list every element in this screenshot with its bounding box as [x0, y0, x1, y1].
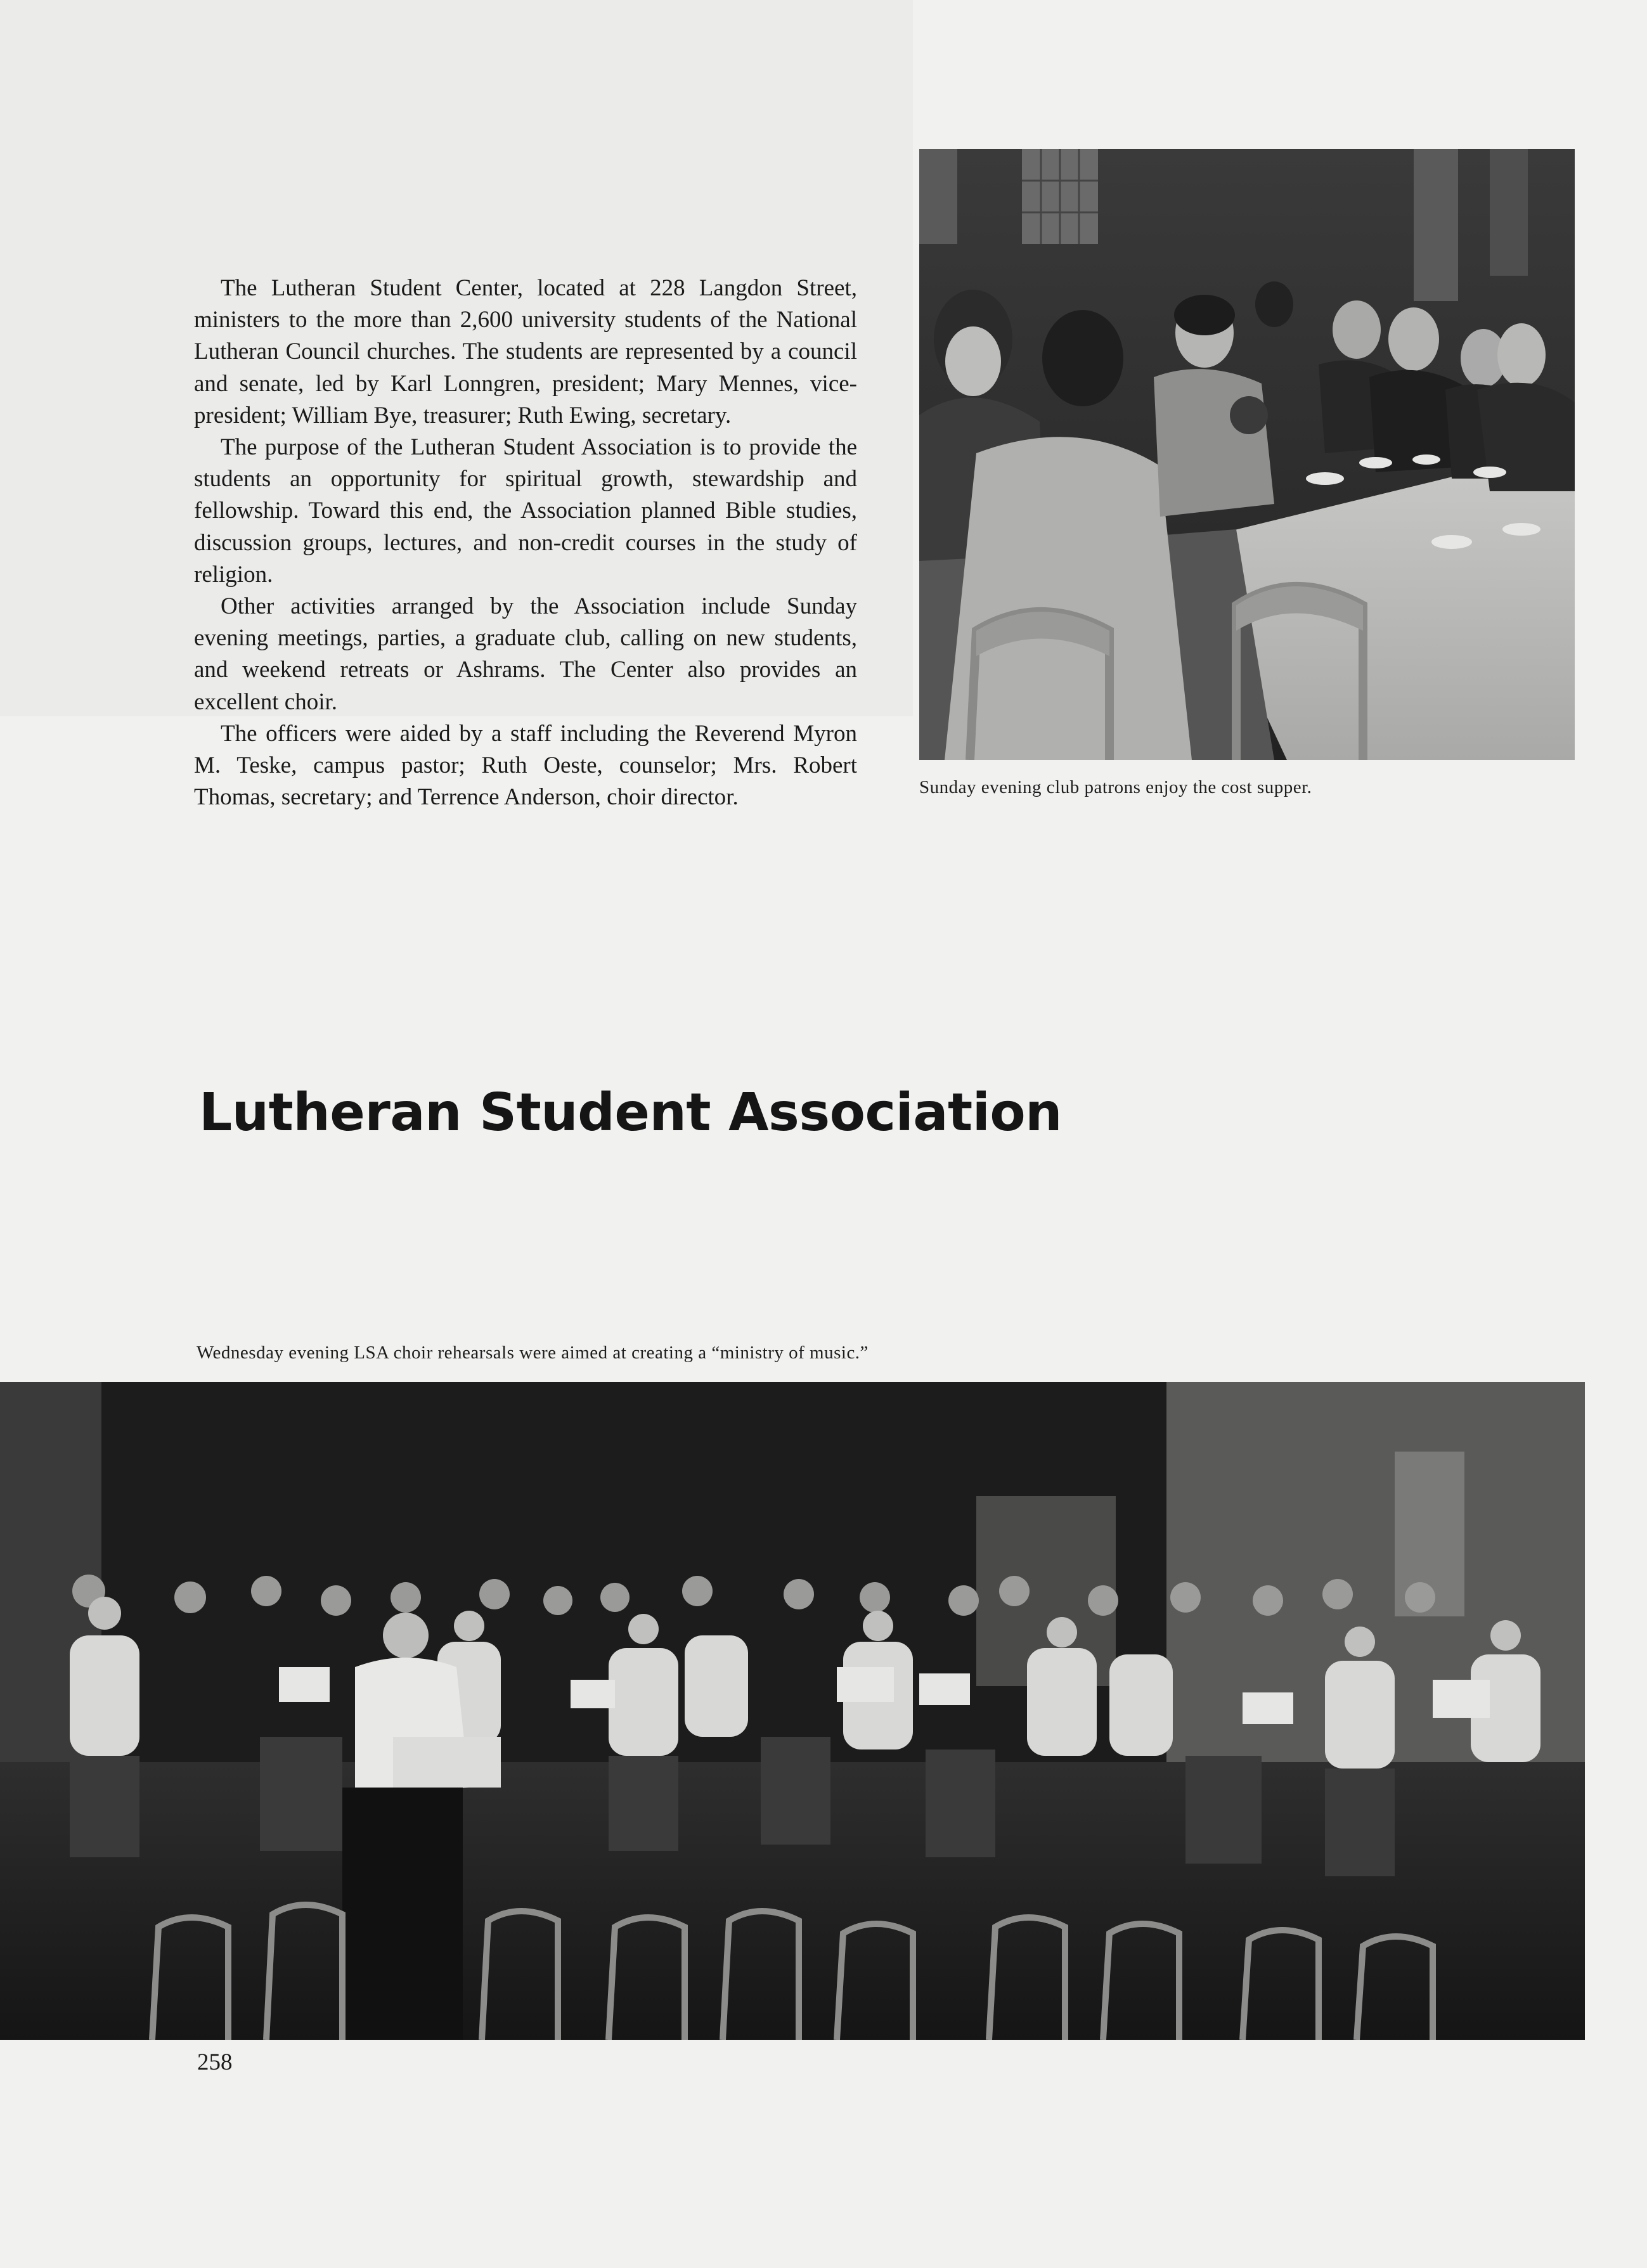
- choir-photo-image: [0, 1382, 1585, 2040]
- article-paragraph: Other activities arranged by the Association include Sunday evening meetings, parties, a graduate club, calling on new students, and weekend retreats or Ashrams. The Center also provides an excellent choir.: [194, 593, 857, 715]
- choir-photo: [0, 1382, 1585, 2040]
- article-paragraph: The purpose of the Lutheran Student Association is to provide the students an opportunity for spiritual growth, stewardship and fellowship. Toward this end, the Association planned Bible studies, discussion groups, lectures, and non-credit courses in the study of religion.: [194, 434, 857, 588]
- page-title: Lutheran Student Association: [199, 1083, 1062, 1143]
- article-paragraph: The Lutheran Student Center, located at 228 Langdon Street, ministers to the more than 2,600 university students of the National Lutheran Council churches. The students are represented by a council and senate, led by Karl Lonngren, president; Mary Mennes, vice-president; William Bye, treasurer; Ruth Ewing, secretary.: [194, 275, 857, 428]
- article-paragraph: The officers were aided by a staff including the Reverend Myron M. Teske, campus pastor; Ruth Oeste, counselor; Mrs. Robert Thomas, secretary; and Terrence Anderson, choir director.: [194, 720, 857, 811]
- choir-photo-caption: Wednesday evening LSA choir rehearsals were aimed at creating a “ministry of music.”: [197, 1343, 869, 1363]
- page-number: 258: [197, 2049, 233, 2075]
- supper-photo-image: [919, 149, 1575, 760]
- article-body: [194, 273, 857, 813]
- supper-photo: [919, 149, 1575, 760]
- supper-photo-caption: Sunday evening club patrons enjoy the cost supper.: [919, 777, 1312, 797]
